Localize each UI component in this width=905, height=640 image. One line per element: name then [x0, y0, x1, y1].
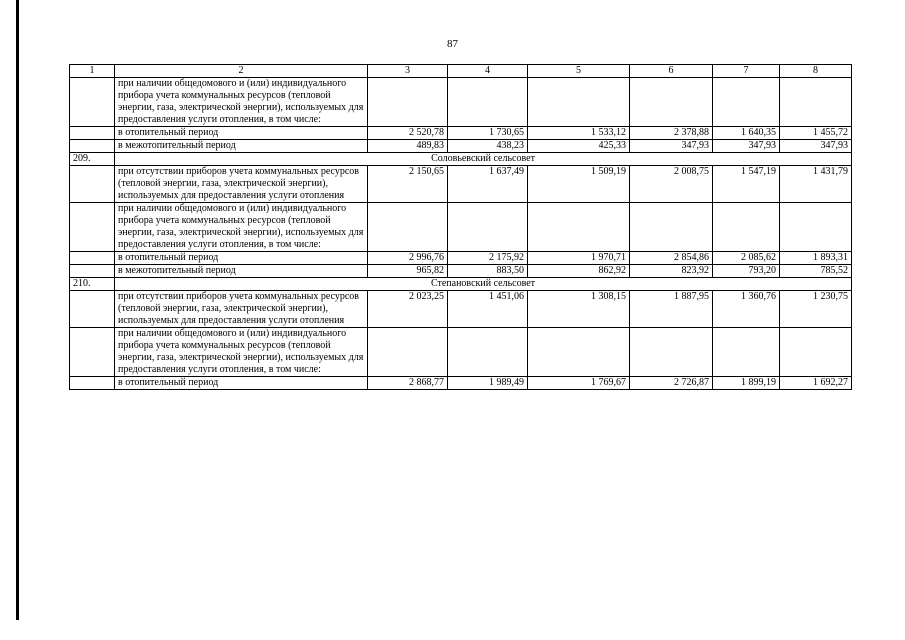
- row-description: в межотопительный период: [115, 140, 368, 153]
- row-index-cell: [70, 203, 115, 252]
- value-cell: 1 887,95: [630, 291, 713, 328]
- row-index-cell: [70, 78, 115, 127]
- row-description: при отсутствии приборов учета коммунальных ресурсов (тепловой энергии, газа, электрической энергии), используемых для предоставления услуги отопления: [115, 166, 368, 203]
- row-description: в межотопительный период: [115, 265, 368, 278]
- value-cell: 347,93: [630, 140, 713, 153]
- value-cell: 2 868,77: [368, 377, 448, 390]
- value-cell: 2 150,65: [368, 166, 448, 203]
- value-cell: 1 451,06: [448, 291, 528, 328]
- section-row: [70, 278, 852, 291]
- section-name: Соловьевский сельсовет: [115, 153, 852, 166]
- value-cell: [780, 203, 852, 252]
- value-cell: 2 175,92: [448, 252, 528, 265]
- scan-margin-bar: [16, 0, 19, 620]
- value-cell: [368, 203, 448, 252]
- row-description: в отопительный период: [115, 127, 368, 140]
- value-cell: 1 455,72: [780, 127, 852, 140]
- value-cell: 823,92: [630, 265, 713, 278]
- value-cell: 347,93: [713, 140, 780, 153]
- value-cell: 489,83: [368, 140, 448, 153]
- section-name: Степановский сельсовет: [115, 278, 852, 291]
- value-cell: 1 899,19: [713, 377, 780, 390]
- value-cell: 1 692,27: [780, 377, 852, 390]
- column-header: 3: [368, 65, 448, 78]
- value-cell: 883,50: [448, 265, 528, 278]
- value-cell: 1 989,49: [448, 377, 528, 390]
- value-cell: 1 893,31: [780, 252, 852, 265]
- column-header: 7: [713, 65, 780, 78]
- value-cell: 1 769,67: [528, 377, 630, 390]
- table-row: [70, 328, 852, 377]
- value-cell: [528, 328, 630, 377]
- row-index-cell: [70, 328, 115, 377]
- value-cell: 2 726,87: [630, 377, 713, 390]
- value-cell: 1 230,75: [780, 291, 852, 328]
- row-description: при наличии общедомового и (или) индивидуального прибора учета коммунальных ресурсов (тепловой энергии, газа, электрической энергии), используемых для предоставления услуги отопления, в том числе:: [115, 328, 368, 377]
- column-header: 4: [448, 65, 528, 78]
- value-cell: 1 360,76: [713, 291, 780, 328]
- value-cell: [368, 328, 448, 377]
- column-header: 1: [70, 65, 115, 78]
- row-description: в отопительный период: [115, 377, 368, 390]
- section-index: 209.: [70, 153, 115, 166]
- row-index-cell: [70, 252, 115, 265]
- table-row: [70, 166, 852, 203]
- value-cell: 785,52: [780, 265, 852, 278]
- value-cell: [528, 203, 630, 252]
- table-row: [70, 265, 852, 278]
- value-cell: [528, 78, 630, 127]
- table-body: [70, 78, 852, 390]
- value-cell: [713, 78, 780, 127]
- row-index-cell: [70, 140, 115, 153]
- column-header: 5: [528, 65, 630, 78]
- page-number: 87: [447, 38, 458, 50]
- table-row: [70, 203, 852, 252]
- value-cell: 1 730,65: [448, 127, 528, 140]
- value-cell: 1 640,35: [713, 127, 780, 140]
- value-cell: [713, 203, 780, 252]
- column-header: 8: [780, 65, 852, 78]
- row-index-cell: [70, 127, 115, 140]
- table-row: [70, 140, 852, 153]
- value-cell: 2 996,76: [368, 252, 448, 265]
- value-cell: 1 509,19: [528, 166, 630, 203]
- value-cell: 1 970,71: [528, 252, 630, 265]
- value-cell: 2 378,88: [630, 127, 713, 140]
- value-cell: 438,23: [448, 140, 528, 153]
- table-row: [70, 291, 852, 328]
- value-cell: 1 308,15: [528, 291, 630, 328]
- value-cell: 1 547,19: [713, 166, 780, 203]
- value-cell: 965,82: [368, 265, 448, 278]
- table-row: [70, 252, 852, 265]
- table-row: [70, 127, 852, 140]
- value-cell: [713, 328, 780, 377]
- section-row: [70, 153, 852, 166]
- value-cell: [448, 328, 528, 377]
- value-cell: 347,93: [780, 140, 852, 153]
- value-cell: 1 533,12: [528, 127, 630, 140]
- row-index-cell: [70, 166, 115, 203]
- value-cell: 2 008,75: [630, 166, 713, 203]
- row-description: в отопительный период: [115, 252, 368, 265]
- value-cell: 425,33: [528, 140, 630, 153]
- column-header: 2: [115, 65, 368, 78]
- table-header-row: [70, 65, 852, 78]
- row-description: при наличии общедомового и (или) индивидуального прибора учета коммунальных ресурсов (тепловой энергии, газа, электрической энергии), используемых для предоставления услуги отопления, в том числе:: [115, 203, 368, 252]
- value-cell: [780, 328, 852, 377]
- value-cell: 1 431,79: [780, 166, 852, 203]
- tariff-table: [69, 64, 852, 390]
- value-cell: 2 854,86: [630, 252, 713, 265]
- value-cell: 2 520,78: [368, 127, 448, 140]
- value-cell: 2 023,25: [368, 291, 448, 328]
- value-cell: [368, 78, 448, 127]
- table-row: [70, 78, 852, 127]
- row-index-cell: [70, 377, 115, 390]
- row-index-cell: [70, 291, 115, 328]
- section-index: 210.: [70, 278, 115, 291]
- value-cell: [630, 78, 713, 127]
- value-cell: [448, 78, 528, 127]
- value-cell: 2 085,62: [713, 252, 780, 265]
- row-description: при наличии общедомового и (или) индивидуального прибора учета коммунальных ресурсов (тепловой энергии, газа, электрической энергии), используемых для предоставления услуги отопления, в том числе:: [115, 78, 368, 127]
- value-cell: [780, 78, 852, 127]
- value-cell: 862,92: [528, 265, 630, 278]
- value-cell: 1 637,49: [448, 166, 528, 203]
- row-description: при отсутствии приборов учета коммунальных ресурсов (тепловой энергии, газа, электрической энергии), используемых для предоставления услуги отопления: [115, 291, 368, 328]
- column-header: 6: [630, 65, 713, 78]
- row-index-cell: [70, 265, 115, 278]
- value-cell: [448, 203, 528, 252]
- value-cell: 793,20: [713, 265, 780, 278]
- value-cell: [630, 203, 713, 252]
- value-cell: [630, 328, 713, 377]
- table-row: [70, 377, 852, 390]
